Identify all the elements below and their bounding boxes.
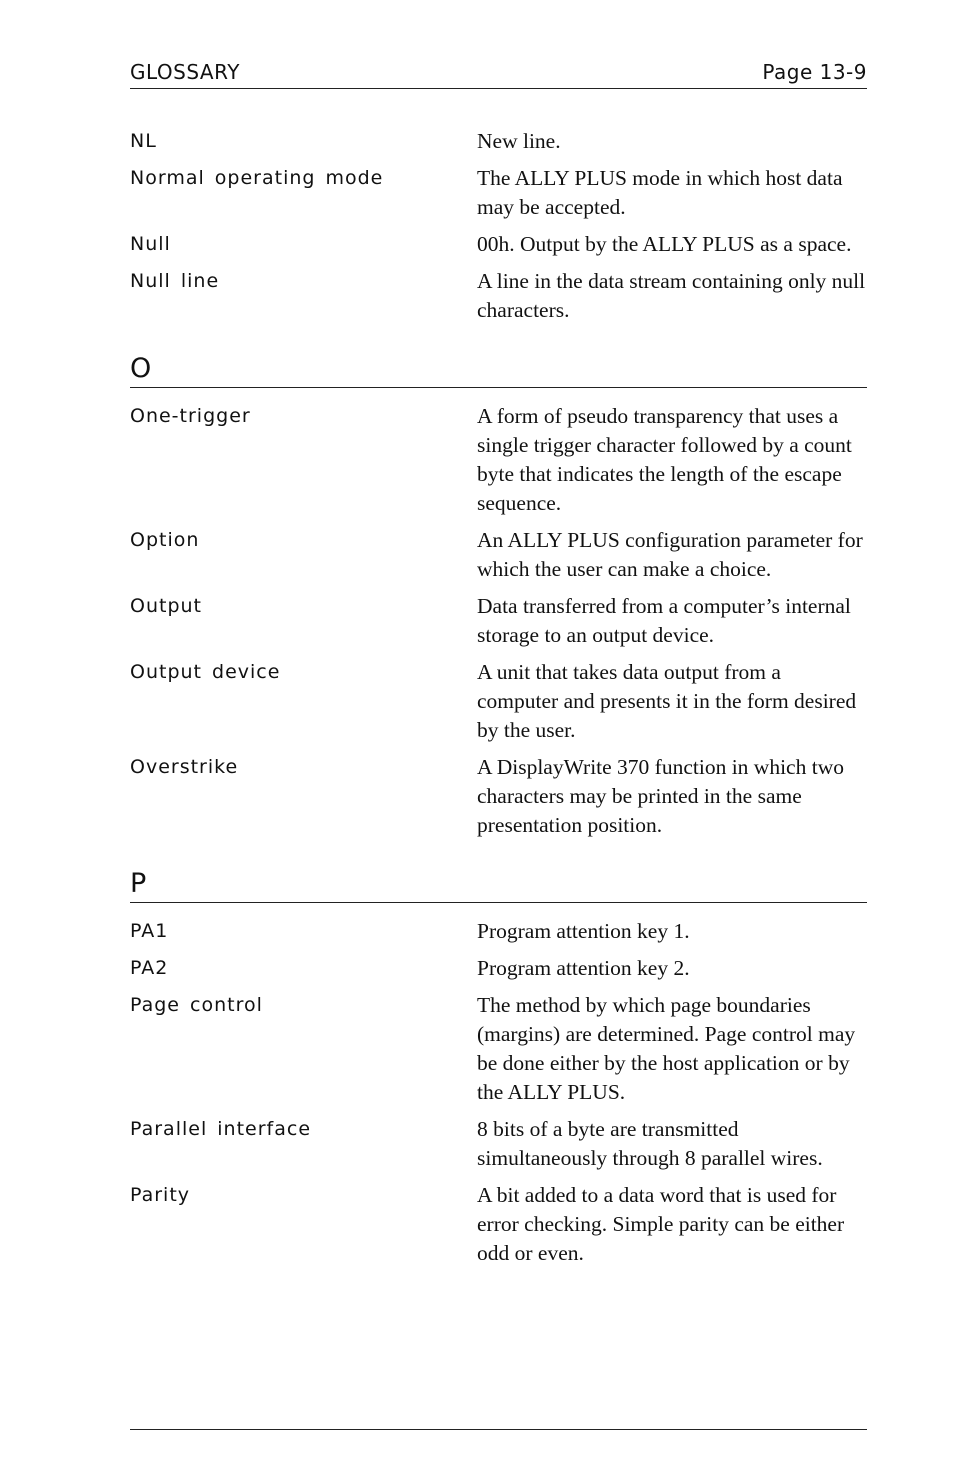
glossary-term: Null bbox=[130, 233, 171, 255]
glossary-definition: Data transferred from a computer’s internal storage to an output device. bbox=[477, 594, 851, 647]
glossary-term: Overstrike bbox=[130, 756, 239, 778]
glossary-definition: The method by which page boundaries (margins) are determined. Page control may be done either by the host application or by the ALLY PLUS. bbox=[477, 993, 856, 1104]
glossary-entry bbox=[130, 991, 867, 1107]
glossary-definition: A DisplayWrite 370 function in which two characters may be printed in the same presentation position. bbox=[477, 755, 844, 837]
glossary-entry bbox=[130, 526, 867, 584]
glossary-entry bbox=[130, 267, 867, 325]
glossary-definition: A bit added to a data word that is used for error checking. Simple parity can be either odd or even. bbox=[477, 1183, 845, 1265]
glossary-term: PA1 bbox=[130, 920, 169, 942]
glossary-entry bbox=[130, 230, 867, 259]
glossary-term: Page control bbox=[130, 994, 263, 1016]
glossary-definition: Program attention key 2. bbox=[477, 956, 690, 980]
glossary-list bbox=[130, 127, 867, 1276]
glossary-entry bbox=[130, 954, 867, 983]
glossary-term: PA2 bbox=[130, 957, 169, 979]
glossary-entry bbox=[130, 1115, 867, 1173]
glossary-term: Null line bbox=[130, 270, 220, 292]
glossary-definition: 00h. Output by the ALLY PLUS as a space. bbox=[477, 232, 852, 256]
footer-rule bbox=[130, 1429, 867, 1430]
glossary-entry bbox=[130, 917, 867, 946]
glossary-definition: Program attention key 1. bbox=[477, 919, 690, 943]
page-header bbox=[130, 58, 867, 89]
glossary-entry bbox=[130, 1181, 867, 1268]
glossary-definition: A unit that takes data output from a computer and presents it in the form desired by the user. bbox=[477, 660, 857, 742]
header-section-title: GLOSSARY bbox=[130, 60, 240, 84]
glossary-definition: New line. bbox=[477, 129, 561, 153]
glossary-term: Parallel interface bbox=[130, 1118, 312, 1140]
glossary-entry bbox=[130, 127, 867, 156]
glossary-entry bbox=[130, 164, 867, 222]
glossary-entry bbox=[130, 592, 867, 650]
glossary-term: NL bbox=[130, 130, 157, 152]
glossary-term: Option bbox=[130, 529, 200, 551]
header-page-number: Page 13-9 bbox=[762, 60, 867, 84]
section-letter-p: P bbox=[130, 866, 867, 903]
glossary-term: Normal operating mode bbox=[130, 167, 384, 189]
glossary-definition: The ALLY PLUS mode in which host data may be accepted. bbox=[477, 166, 843, 219]
glossary-term: One-trigger bbox=[130, 405, 251, 427]
section-letter-o: O bbox=[130, 351, 867, 388]
glossary-entry bbox=[130, 658, 867, 745]
glossary-entry bbox=[130, 753, 867, 840]
glossary-definition: 8 bits of a byte are transmitted simultaneously through 8 parallel wires. bbox=[477, 1117, 823, 1170]
glossary-term: Output device bbox=[130, 661, 281, 683]
glossary-definition: An ALLY PLUS configuration parameter for which the user can make a choice. bbox=[477, 528, 863, 581]
glossary-term: Output bbox=[130, 595, 202, 617]
glossary-entry bbox=[130, 402, 867, 518]
glossary-term: Parity bbox=[130, 1184, 191, 1206]
glossary-definition: A line in the data stream containing only null characters. bbox=[477, 269, 866, 322]
glossary-definition: A form of pseudo transparency that uses a single trigger character followed by a count byte that indicates the length of the escape sequence. bbox=[477, 404, 852, 515]
